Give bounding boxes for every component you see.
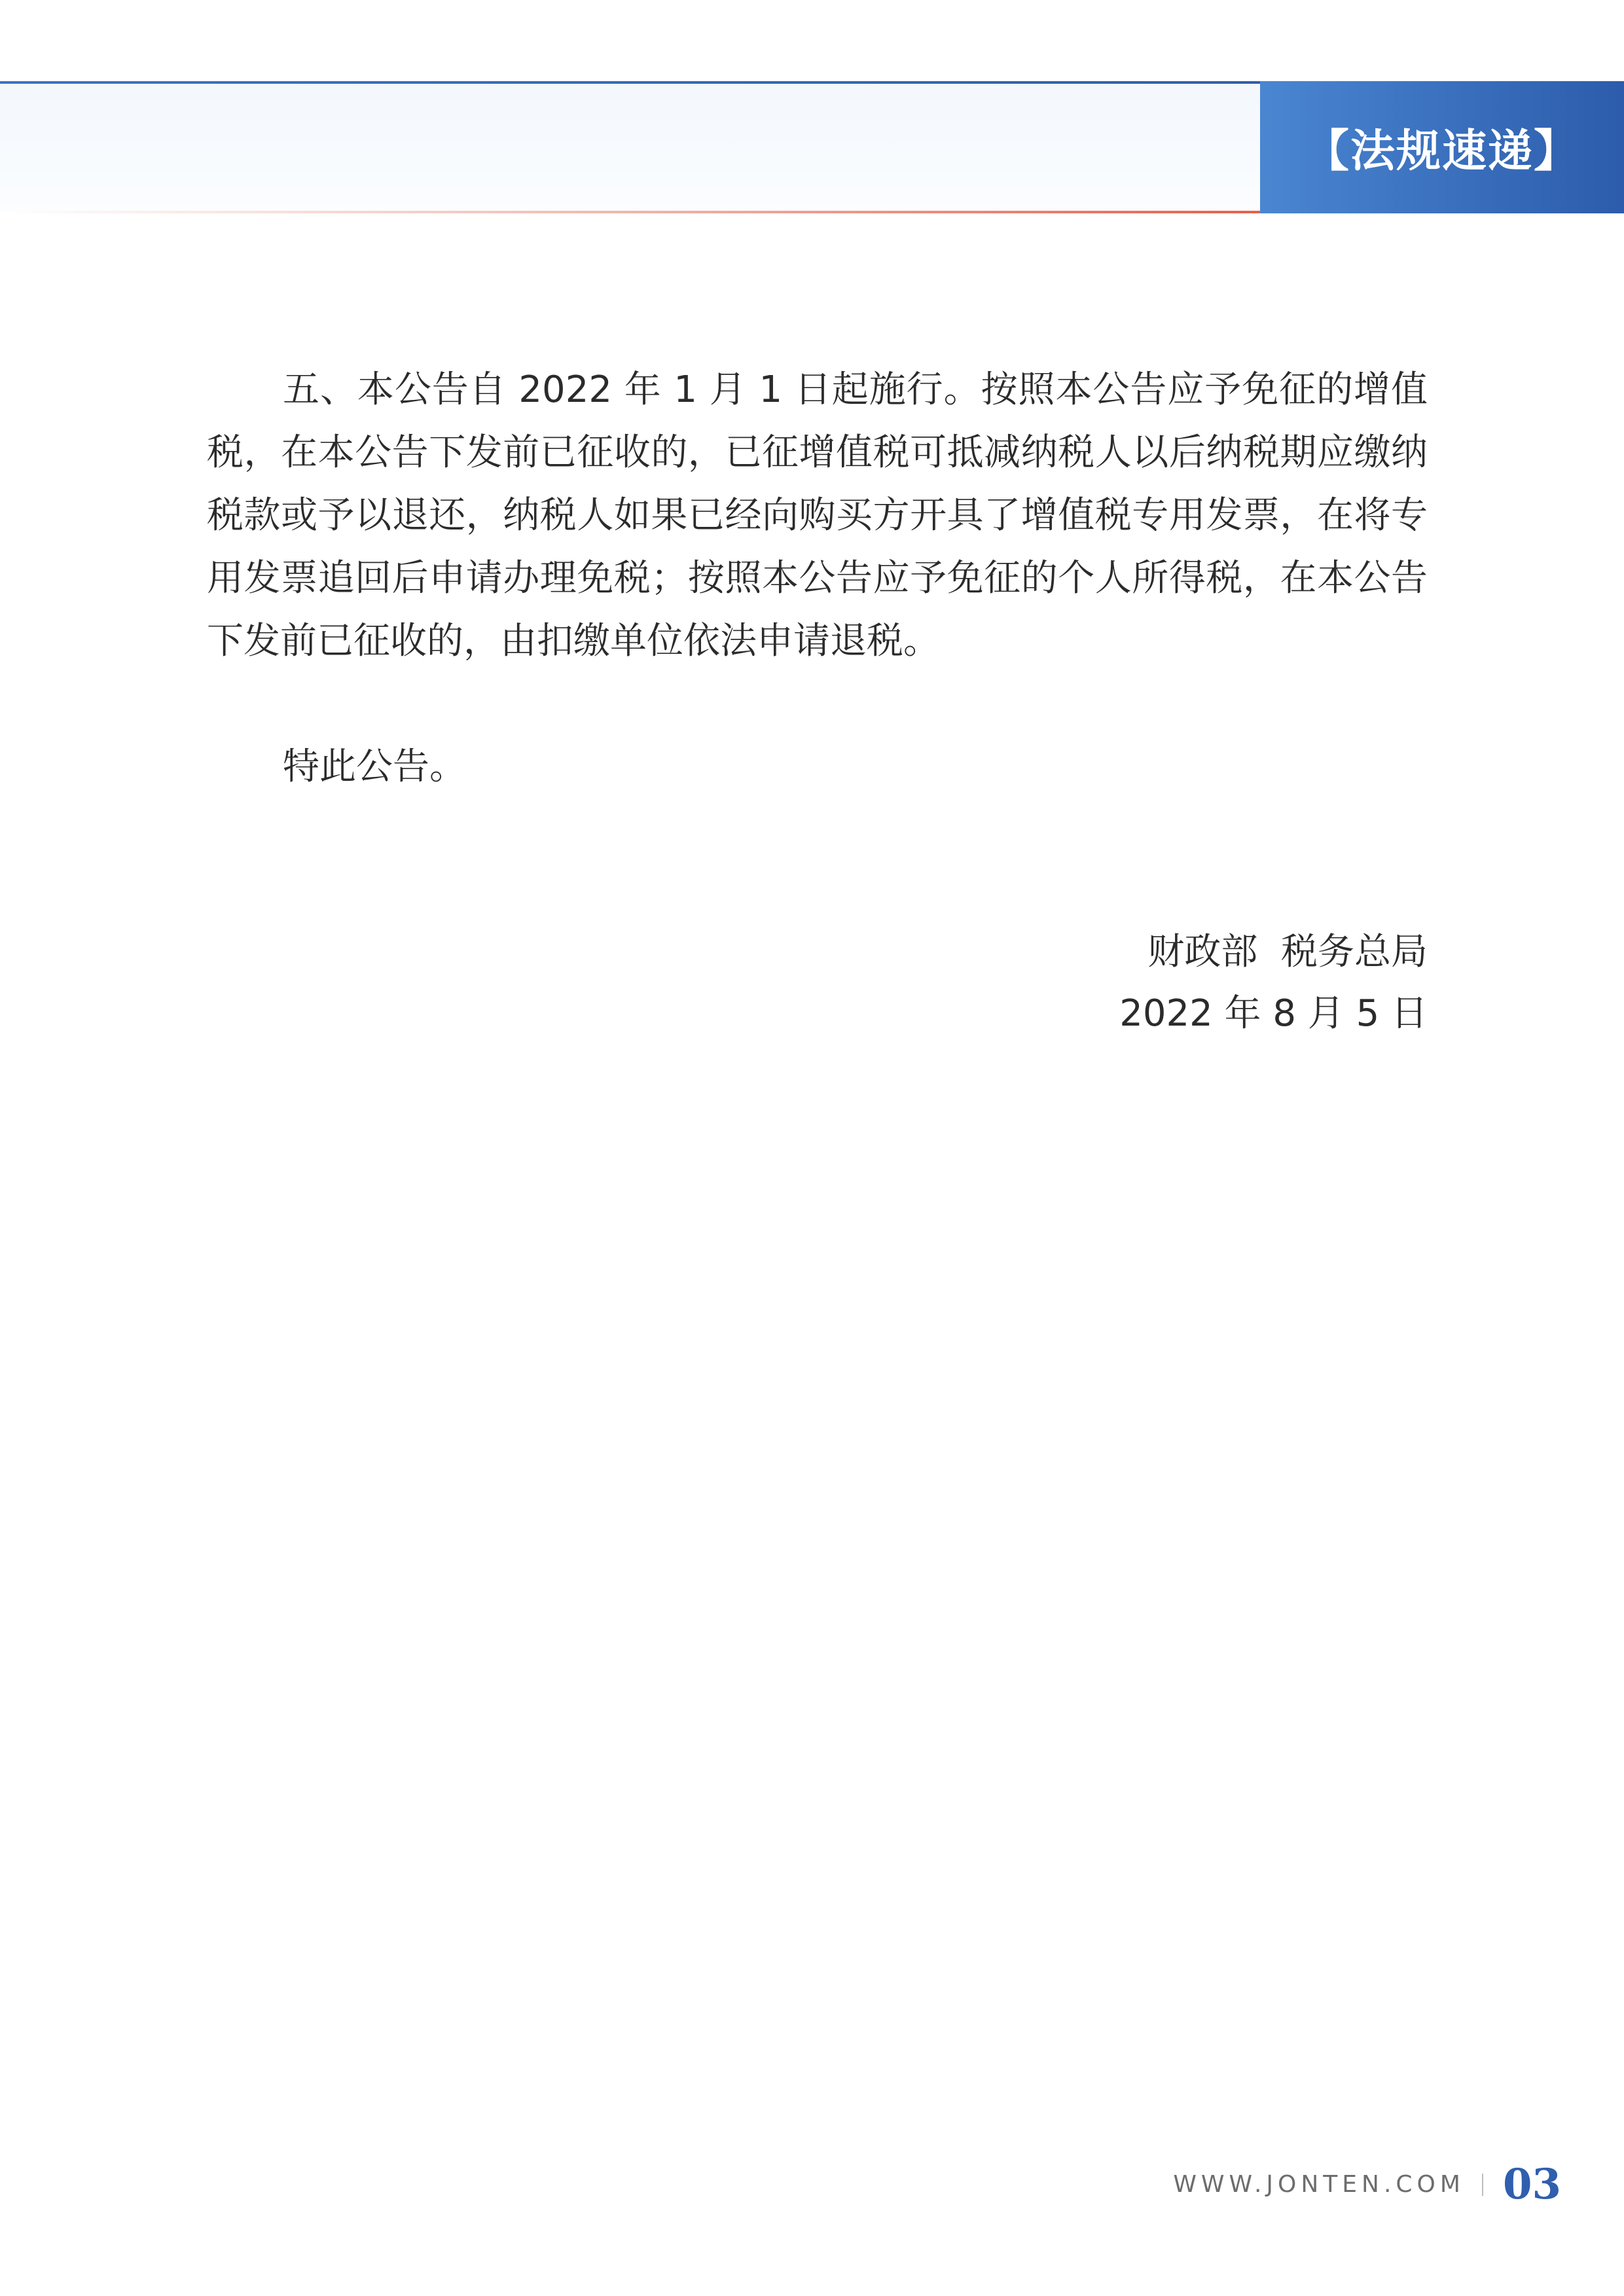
- header-accent-line: [0, 211, 1260, 213]
- footer-website: WWW.JONTEN.COM: [1173, 2171, 1465, 2198]
- footer-divider: [1482, 2174, 1483, 2196]
- section-label: 【法规速递】: [1304, 124, 1579, 177]
- page-number: 03: [1502, 2160, 1561, 2209]
- document-body: [207, 359, 1428, 798]
- signature-block: [1119, 922, 1428, 1045]
- page-footer: [1173, 2160, 1561, 2209]
- signature-issuer: 财政部 税务总局: [1147, 931, 1428, 973]
- paragraph-article-five: 五、本公告自 2022 年 1 月 1 日起施行。按照本公告应予免征的增值税，在本公告下发前已征收的，已征增值税可抵减纳税人以后纳税期应缴纳税款或予以退还，纳税人如果已经向购买方开具了增值税专用发票，在将专用发票追回后申请办理免税；按照本公告应予免征的个人所得税，在本公告下发前已征收的，由扣缴单位依法申请退税。: [207, 368, 1428, 662]
- header-band: [0, 84, 1260, 212]
- section-tab: [1260, 81, 1624, 213]
- signature-date: 2022 年 8 月 5 日: [1119, 992, 1428, 1035]
- paragraph-closing: 特此公告。: [283, 745, 466, 788]
